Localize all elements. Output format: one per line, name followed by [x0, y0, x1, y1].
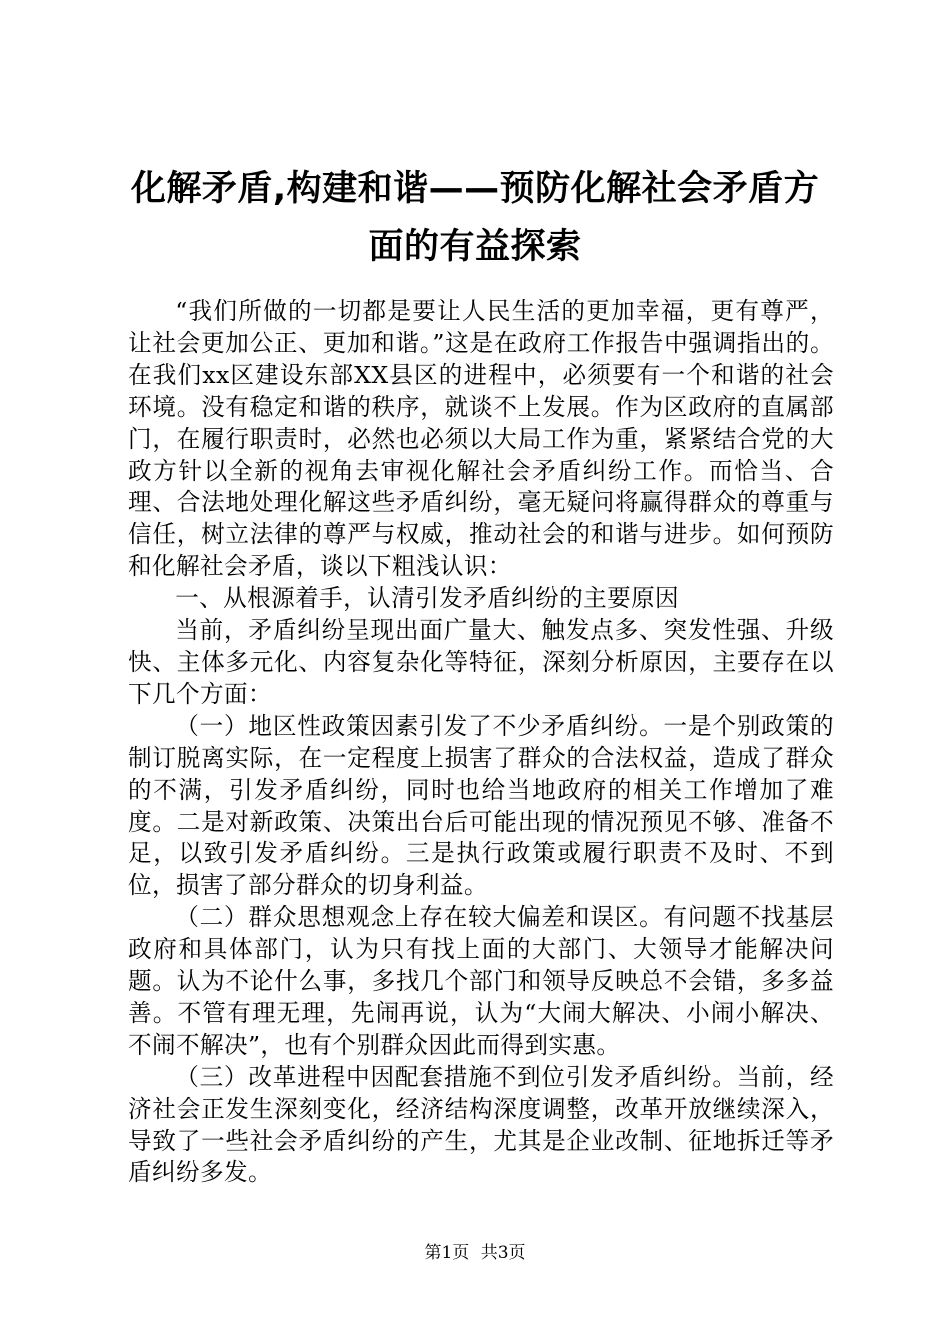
paragraph-overview: 当前，矛盾纠纷呈现出面广量大、触发点多、突发性强、升级快、主体多元化、内容复杂化等特征，深刻分析原因，主要存在以下几个方面： — [128, 616, 834, 708]
paragraph-point-3: （三）改革进程中因配套措施不到位引发矛盾纠纷。当前，经济社会正发生深刻变化，经济结构深度调整，改革开放继续深入，导致了一些社会矛盾纠纷的产生，尤其是企业改制、征地拆迁等矛盾纠纷多发。 — [128, 1062, 834, 1187]
paragraph-point-2: （二）群众思想观念上存在较大偏差和误区。有问题不找基层政府和具体部门，认为只有找上面的大部门、大领导才能解决问题。认为不论什么事，多找几个部门和领导反映总不会错，多多益善。不管有理无理，先闹再说，认为“大闹大解决、小闹小解决、不闹不解决”，也有个别群众因此而得到实惠。 — [128, 903, 834, 1059]
page-total: 共3页 — [480, 1243, 526, 1263]
document-body — [128, 296, 834, 1189]
page-number: 第1页 — [424, 1243, 470, 1263]
paragraph-point-1: （一）地区性政策因素引发了不少矛盾纠纷。一是个别政策的制订脱离实际，在一定程度上损害了群众的合法权益，造成了群众的不满，引发矛盾纠纷，同时也给当地政府的相关工作增加了难度。二是对新政策、决策出台后可能出现的情况预见不够、准备不足，以致引发矛盾纠纷。三是执行政策或履行职责不及时、不到位，损害了部分群众的切身利益。 — [128, 711, 834, 900]
paragraph-intro: “我们所做的一切都是要让人民生活的更加幸福，更有尊严，让社会更加公正、更加和谐。”这是在政府工作报告中强调指出的。在我们xx区建设东部XX县区的进程中，必须要有一个和谐的社会环境。没有稳定和谐的秩序，就谈不上发展。作为区政府的直属部门，在履行职责时，必然也必须以大局工作为重，紧紧结合党的大政方针以全新的视角去审视化解社会矛盾纠纷工作。而恰当、合理、合法地处理化解这些矛盾纠纷，毫无疑问将赢得群众的尊重与信任，树立法律的尊严与权威，推动社会的和谐与进步。如何预防和化解社会矛盾，谈以下粗浅认识： — [128, 297, 834, 581]
document-title: 化解矛盾,构建和谐——预防化解社会矛盾方面的有益探索 — [130, 169, 820, 267]
page-footer — [0, 1242, 950, 1264]
section-heading-1: 一、从根源着手，认清引发矛盾纠纷的主要原因 — [175, 584, 680, 613]
